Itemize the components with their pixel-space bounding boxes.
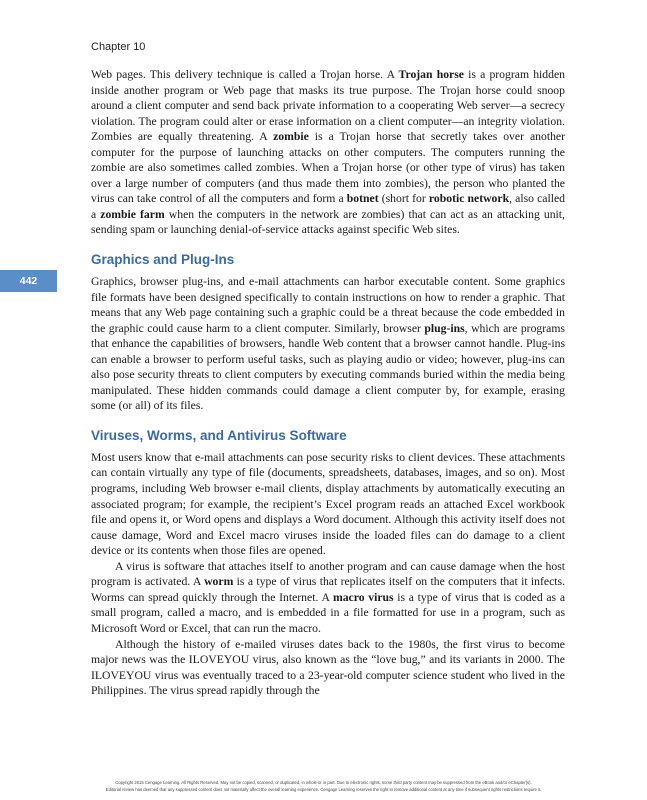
term-macro-virus: macro virus (332, 590, 394, 604)
term-robotic-network: robotic network (428, 192, 510, 206)
term-plug-ins: plug-ins (424, 321, 465, 335)
section-heading-viruses: Viruses, Worms, and Antivirus Software (91, 427, 347, 443)
term-worm: worm (204, 575, 234, 589)
copyright-footer (6, 779, 641, 793)
intro-paragraph: Web pages. This delivery technique is called a Trojan horse. A Trojan horse is a program hidden inside another program or Web page that masks its true purpose. The Trojan horse could snoop around a client computer and send back private information to a cooperating Web server—a secrecy violation. The program could alter or erase information on a client computer—an integrity violation. Zombies are equally threatening. A zombie is a Trojan horse that secretly takes over another computer for the purpose of launching attacks on other computers. The computers running the zombie are also sometimes called zombies. When a Trojan horse (or other type of virus) has taken over a large number of computers (and thus made them into zombies), the person who planted the virus can take control of all the computers and form a botnet (short for robotic network, also called a zombie farm when the computers in the network are zombies) that can act as an attacking unit, sending spam or launching denial-of-service attacks against specific Web sites. (91, 68, 566, 237)
term-trojan-horse: Trojan horse (398, 68, 464, 81)
graphics-paragraph: Graphics, browser plug-ins, and e-mail attachments can harbor executable content. Some graphics file formats have been designed specifically to contain instructions on how to render a graphic. That means that any Web page containing such a graphic could be a threat because the code embedded in the graphic could cause harm to a client computer. Similarly, browser plug-ins, which are programs that enhance the capabilities of browsers, handle Web content that a browser cannot handle. Plug-ins can enable a browser to perform useful tasks, such as playing audio or video; however, plug-ins can also pose security threats to client computers by executing commands buried within the media being manipulated. These hidden commands could damage a client computer by, for example, erasing some (or all) of its files. (91, 275, 565, 413)
viruses-paragraph-2: A virus is software that attaches itself to another program and can cause damage when the host program is activated. A worm is a type of virus that replicates itself on the computers that it infects. Worms can spread quickly through the Internet. A macro virus is a type of virus that is coded as a small program, called a macro, and is embedded in a file formatted for use in a program, such as Microsoft Word or Excel, that can run the macro. (91, 559, 566, 635)
copyright-line-2: Editorial review has deemed that any suppressed content does not materially affect the overall learning experience. Cengage Learning reserves the right to remove additional content at any time if subsequent rights restrictions require it. (105, 787, 542, 792)
page-number-tab: 442 (0, 270, 57, 292)
copyright-line-1: Copyright 2015 Cengage Learning. All Rights Reserved. May not be copied, scanned, or duplicated, in whole or in part. Due to electronic rights, some third party content may be suppressed from the eBook and/or eChapter(s). (115, 780, 532, 785)
page-content (91, 67, 565, 699)
chapter-header: Chapter 10 (91, 41, 146, 53)
term-botnet: botnet (346, 192, 379, 206)
term-zombie-farm: zombie farm (100, 207, 165, 221)
viruses-paragraph-3: Although the history of e-mailed viruses dates back to the 1980s, the first virus to become major news was the ILOVEYOU virus, also known as the “love bug,” and its variants in 2000. The ILOVEYOU virus was eventually traced to a 23-year-old computer science student who lived in the Philippines. The virus spread rapidly through the (91, 637, 565, 698)
section-heading-graphics: Graphics and Plug-Ins (91, 252, 235, 268)
term-zombie: zombie (273, 130, 309, 144)
viruses-paragraph-1: Most users know that e-mail attachments can pose security risks to client devices. These attachments can contain virtually any type of file (documents, spreadsheets, databases, images, and so on). Most programs, including Web browser e-mail clients, display attachments by automatically executing an associated program; for example, the recipient’s Excel program reads an attached Excel workbook file and opens it, or Word opens and displays a Word document. Although this activity itself does not cause damage, Word and Excel macro viruses inside the loaded files can do damage to a client device or its contents when those files are opened. (91, 450, 565, 558)
